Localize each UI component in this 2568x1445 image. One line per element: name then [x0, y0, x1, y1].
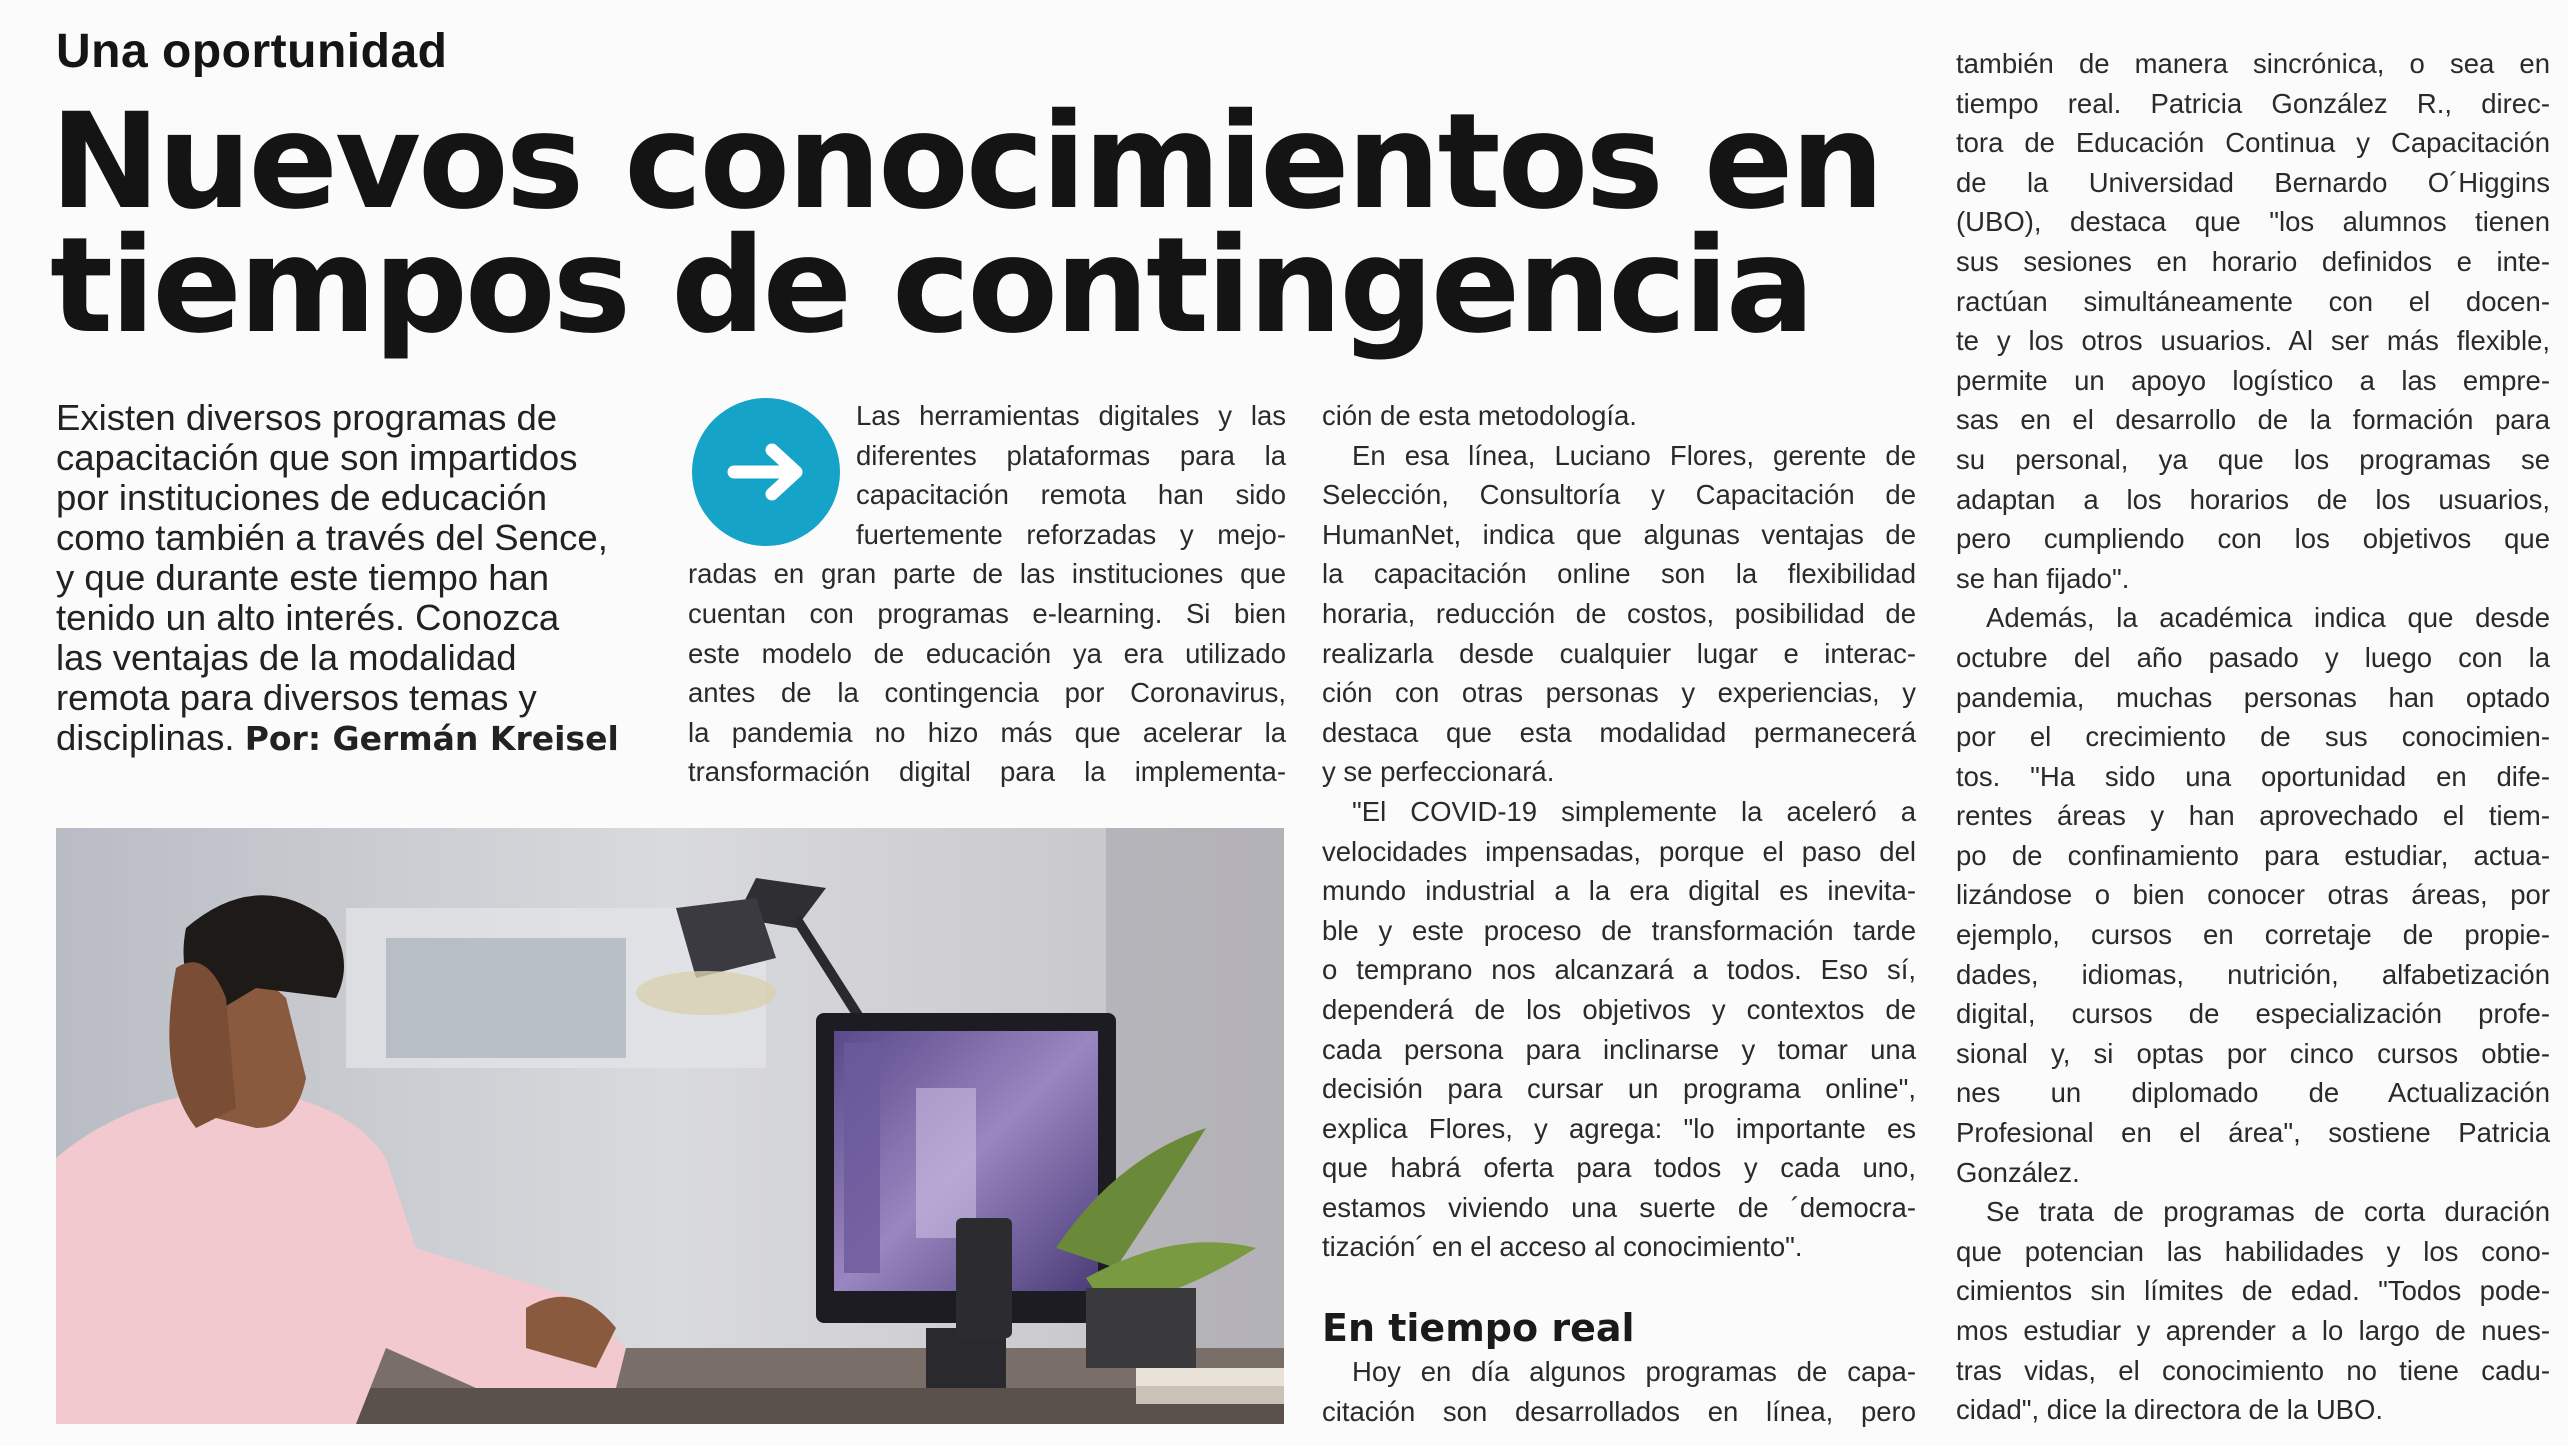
text-line: tización´ en el acceso al conocimiento".: [1322, 1231, 1803, 1263]
column-2-continued: [1322, 1352, 1916, 1431]
text-line: permite un apoyo logístico a las empre-: [1956, 364, 2550, 396]
text-line: su personal, ya que los programas se: [1956, 443, 2550, 475]
column-3: [1956, 44, 2550, 1430]
man-at-computer-photo: [56, 828, 1284, 1424]
text-line: velocidades impensadas, porque el paso del: [1322, 835, 1916, 867]
text-line: ción de esta metodología.: [1322, 400, 1637, 431]
text-line: capacitación remota han sido: [856, 479, 1286, 511]
text-line: de la Universidad Bernardo O´Higgins: [1956, 166, 2550, 198]
text-line: nes un diplomado de Actualización: [1956, 1077, 2550, 1109]
kicker: Una oportunidad: [56, 25, 448, 78]
text-line: este modelo de educación ya era utilizado: [688, 637, 1286, 669]
text-line: también de manera sincrónica, o sea en: [1956, 48, 2550, 79]
deck-line: y que durante este tiempo han: [56, 557, 550, 598]
text-line: ejemplo, cursos en corretaje de propie-: [1956, 919, 2550, 951]
text-line: dades, idiomas, nutrición, alfabetización: [1956, 958, 2550, 990]
text-line: adaptan a los horarios de los usuarios,: [1956, 483, 2550, 515]
text-line: HumanNet, indica que algunas ventajas de: [1322, 518, 1916, 550]
text-line: cimientos sin límites de edad. "Todos pode-: [1956, 1275, 2550, 1307]
text-line: (UBO), destaca que "los alumnos tienen: [1956, 206, 2550, 238]
text-line: cada persona para inclinarse y tomar una: [1322, 1033, 1916, 1065]
text-line: fuertemente reforzadas y mejo-: [856, 518, 1286, 550]
deck-line: por instituciones de educación: [56, 477, 548, 518]
text-line: pero cumpliendo con los objetivos que: [1956, 523, 2550, 555]
headline-line-1: Nuevos conocimientos en: [50, 85, 1882, 239]
deck-line: capacitación que son impartidos: [56, 437, 578, 478]
text-line: dependerá de los objetivos y contextos de: [1322, 993, 1916, 1025]
text-line: lizándose o bien conocer otras áreas, por: [1956, 879, 2550, 911]
text-line: que habrá oferta para todos y cada uno,: [1322, 1152, 1916, 1184]
text-line: sas en el desarrollo de la formación para: [1956, 404, 2550, 436]
deck-line: las ventajas de la modalidad: [56, 637, 517, 678]
text-line: tras vidas, el conocimiento no tiene cadu-: [1956, 1354, 2550, 1386]
text-line: tiempo real. Patricia González R., direc-: [1956, 87, 2550, 119]
text-line: Las herramientas digitales y las: [856, 400, 1286, 431]
deck-line: remota para diversos temas y: [56, 677, 537, 718]
text-line: diferentes plataformas para la: [856, 439, 1286, 471]
text-line: Hoy en día algunos programas de capa-: [1352, 1356, 1916, 1387]
text-line: destaca que esta modalidad permanecerá: [1322, 716, 1916, 748]
deck: [56, 398, 656, 759]
photo-illustration: [56, 828, 1284, 1424]
subhead: En tiempo real: [1322, 1306, 1635, 1350]
text-line: decisión para cursar un programa online",: [1322, 1073, 1916, 1105]
text-line: Selección, Consultoría y Capacitación de: [1322, 479, 1916, 511]
text-line: transformación digital para la implementa-: [688, 756, 1286, 788]
text-line: ción con otras personas y experiencias, y: [1322, 677, 1916, 709]
text-line: antes de la contingencia por Coronavirus,: [688, 677, 1286, 709]
column-2: [1322, 396, 1916, 1267]
text-line: radas en gran parte de las instituciones que: [688, 558, 1286, 590]
text-line: tora de Educación Continua y Capacitación: [1956, 127, 2550, 159]
deck-line: tenido un alto interés. Conozca: [56, 597, 560, 638]
text-line: que potencian las habilidades y los cono-: [1956, 1235, 2550, 1267]
text-line: Se trata de programas de corta duración: [1986, 1196, 2550, 1228]
text-line: digital, cursos de especialización profe-: [1956, 998, 2550, 1030]
text-line: sus sesiones en horario definidos e inte-: [1956, 245, 2550, 277]
text-line: pandemia, muchas personas han optado: [1956, 681, 2550, 713]
text-line: o temprano nos alcanzará a todos. Eso sí,: [1322, 954, 1916, 986]
column-1: [688, 396, 1286, 792]
text-line: sional y, si optas por cinco cursos obtie-: [1956, 1037, 2550, 1069]
text-line: Profesional en el área", sostiene Patricia: [1956, 1117, 2550, 1149]
text-line: estamos viviendo una suerte de ´democra-: [1322, 1191, 1916, 1223]
byline: Por: Germán Kreisel: [244, 719, 619, 758]
text-line: mos estudiar y aprender a lo largo de nues-: [1956, 1315, 2550, 1346]
text-line: te y los otros usuarios. Al ser más flexible,: [1956, 325, 2550, 357]
headline: [50, 85, 1950, 363]
text-line: Además, la académica indica que desde: [1986, 602, 2550, 634]
deck-last-line: [56, 718, 656, 759]
text-line: por el crecimiento de sus conocimien-: [1956, 721, 2550, 753]
text-line: la capacitación online son la flexibilidad: [1322, 558, 1916, 590]
text-line: la pandemia no hizo más que acelerar la: [688, 716, 1286, 748]
text-line: mundo industrial a la era digital es inevita-: [1322, 875, 1916, 907]
text-line: cidad", dice la directora de la UBO.: [1956, 1394, 2384, 1426]
text-line: tos. "Ha sido una oportunidad en dife-: [1956, 760, 2550, 792]
text-line: octubre del año pasado y luego con la: [1956, 641, 2550, 673]
text-line: citación son desarrollados en línea, pero: [1322, 1395, 1916, 1427]
text-line: ractúan simultáneamente con el docen-: [1956, 285, 2550, 317]
text-line: "El COVID-19 simplemente la aceleró a: [1352, 795, 1916, 827]
text-line: En esa línea, Luciano Flores, gerente de: [1352, 439, 1916, 471]
headline-line-2: tiempos de contingencia: [50, 209, 1812, 363]
text-line: explica Flores, y agrega: "lo importante es: [1322, 1112, 1916, 1144]
text-line: González.: [1956, 1156, 2080, 1188]
text-line: rentes áreas y han aprovechado el tiem-: [1956, 800, 2550, 832]
text-line: po de confinamiento para estudiar, actua-: [1956, 839, 2550, 871]
text-line: se han fijado".: [1956, 562, 2130, 594]
text-line: realizarla desde cualquier lugar e interac-: [1322, 637, 1916, 669]
text-line: y se perfeccionará.: [1322, 756, 1555, 788]
text-line: ble y este proceso de transformación tarde: [1322, 914, 1916, 946]
deck-line-text: disciplinas.: [56, 717, 235, 758]
deck-line: como también a través del Sence,: [56, 517, 608, 558]
text-line: horaria, reducción de costos, posibilidad de: [1322, 597, 1916, 629]
text-line: cuentan con programas e-learning. Si bien: [688, 597, 1286, 629]
deck-line: Existen diversos programas de: [56, 397, 558, 438]
